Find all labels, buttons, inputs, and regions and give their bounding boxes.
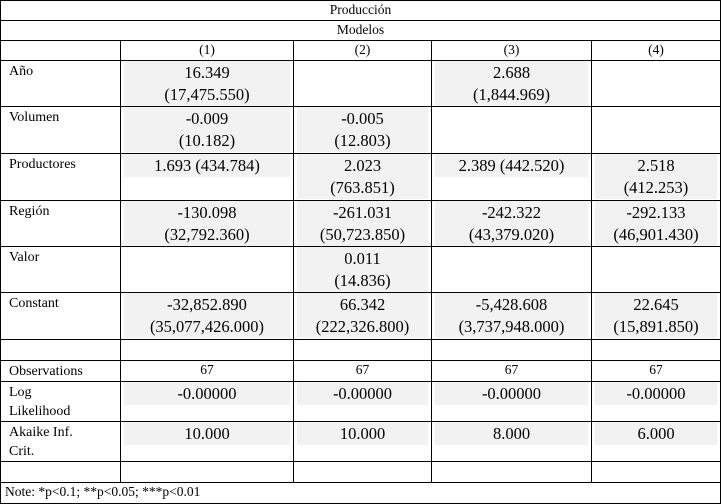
stat-value: -0.00000 <box>435 382 588 405</box>
coef-cell <box>592 154 721 201</box>
spacer-cell <box>121 340 294 361</box>
coef-estimate: 2.688 <box>492 63 531 82</box>
table-row <box>1 107 721 154</box>
coef-value-box <box>124 293 290 338</box>
coef-value-box <box>124 201 290 246</box>
table-note: Note: *p<0.1; **p<0.05; ***p<0.01 <box>1 483 721 504</box>
coef-value-box <box>595 201 717 246</box>
spacer-cell <box>432 340 592 361</box>
stat-cell <box>294 422 432 462</box>
table-row <box>1 154 721 201</box>
stat-value: 67 <box>592 361 721 382</box>
coef-cell <box>592 247 721 293</box>
coef-cell <box>294 61 432 107</box>
coef-estimate: -261.031 <box>332 203 393 222</box>
coef-std-error: (222,326.800) <box>315 317 410 336</box>
column-header-3: (3) <box>432 41 592 61</box>
coef-cell <box>294 293 432 340</box>
coef-std-error: (763.851) <box>330 178 395 197</box>
column-header-1: (1) <box>121 41 294 61</box>
coef-std-error: (43,379.020) <box>468 225 555 244</box>
stat-label-line: Log <box>9 385 32 400</box>
row-label: Productores <box>1 154 121 201</box>
stat-cell <box>294 382 432 422</box>
spacer-cell <box>294 340 432 361</box>
coef-estimate: -130.098 <box>177 203 237 222</box>
coef-std-error: (35,077,426.000) <box>149 317 265 336</box>
table-title: Producción <box>1 1 721 21</box>
coef-estimate: 2.518 <box>637 156 675 175</box>
stat-cell <box>432 382 592 422</box>
coef-value-box <box>595 293 717 338</box>
coef-value-box <box>297 107 428 152</box>
coef-cell <box>294 107 432 154</box>
coef-estimate: 66.342 <box>339 295 386 314</box>
stat-value: 8.000 <box>435 422 588 445</box>
stat-cell <box>592 422 721 462</box>
coef-std-error: (3,737,948.000) <box>458 317 565 336</box>
coef-value-box <box>435 154 588 177</box>
spacer-cell <box>1 462 121 483</box>
coef-cell <box>592 201 721 247</box>
coef-std-error: (12.803) <box>334 131 391 150</box>
coef-std-error: (412.253) <box>623 178 689 197</box>
row-label: Constant <box>1 293 121 340</box>
coef-estimate: 22.645 <box>633 295 679 314</box>
coef-cell <box>432 247 592 293</box>
coef-value-box <box>595 154 717 199</box>
coef-cell <box>432 201 592 247</box>
coef-value-box <box>297 154 428 199</box>
coef-estimate: -0.009 <box>185 109 229 128</box>
coef-value-box <box>435 293 588 338</box>
table-row <box>1 293 721 340</box>
coef-estimate: -5,428.608 <box>475 295 548 314</box>
table-row <box>1 201 721 247</box>
stat-value: 10.000 <box>124 422 290 445</box>
stat-label-line: Crit. <box>9 444 35 459</box>
column-header-4: (4) <box>592 41 721 61</box>
header-blank <box>1 41 121 61</box>
row-label: Volumen <box>1 107 121 154</box>
row-label: Valor <box>1 247 121 293</box>
coef-std-error: (50,723.850) <box>319 225 406 244</box>
spacer-cell <box>1 340 121 361</box>
coef-cell <box>592 293 721 340</box>
coefficients-table <box>0 60 721 340</box>
column-header-2: (2) <box>294 41 432 61</box>
stat-cell <box>432 422 592 462</box>
coef-std-error: (32,792.360) <box>164 225 250 244</box>
coef-estimate: -0.005 <box>341 109 384 128</box>
coef-cell <box>121 201 294 247</box>
coef-estimate: 2.023 <box>343 156 382 175</box>
stat-value: 67 <box>294 361 432 382</box>
stat-label-akaike <box>1 422 121 462</box>
coef-std-error: (10.182) <box>178 131 236 150</box>
coef-cell <box>294 154 432 201</box>
stat-label-log-likelihood <box>1 382 121 422</box>
coef-value-box <box>297 247 428 292</box>
coef-std-error: (15,891.850) <box>613 317 699 336</box>
coef-std-error: (17,475.550) <box>164 85 250 104</box>
stat-label-observations: Observations <box>1 361 121 382</box>
stat-value: 67 <box>121 361 294 382</box>
coef-std-error: (46,901.430) <box>613 225 699 244</box>
coef-cell <box>121 247 294 293</box>
stat-value: 6.000 <box>595 422 717 445</box>
coef-cell <box>432 293 592 340</box>
coef-cell <box>432 61 592 107</box>
coef-value-box <box>297 293 428 338</box>
coef-std-error: (1,844.969) <box>473 85 550 104</box>
stat-value: -0.00000 <box>297 382 428 405</box>
coef-cell <box>121 154 294 201</box>
spacer-cell <box>432 462 592 483</box>
coef-value-box <box>124 61 290 106</box>
coef-cell <box>592 107 721 154</box>
spacer-cell <box>121 462 294 483</box>
stat-cell <box>121 422 294 462</box>
spacer-cell <box>294 462 432 483</box>
coef-estimate: 16.349 <box>184 63 230 82</box>
coef-estimate: -32,852.890 <box>167 295 247 314</box>
stat-cell <box>592 382 721 422</box>
stat-value: -0.00000 <box>595 382 717 405</box>
stat-label-line: Akaike Inf. <box>9 425 73 440</box>
table-row <box>1 61 721 107</box>
coef-estimate: -292.133 <box>626 203 686 222</box>
stat-cell <box>121 382 294 422</box>
coef-value-box <box>297 201 428 246</box>
coef-estimate: 1.693 (434.784) <box>154 156 260 175</box>
spacer-cell <box>592 462 721 483</box>
coef-cell <box>432 107 592 154</box>
coef-cell <box>294 247 432 293</box>
coef-estimate: -242.322 <box>481 203 542 222</box>
regression-table <box>0 0 721 61</box>
stat-value: 10.000 <box>297 422 428 445</box>
stat-value: -0.00000 <box>124 382 290 405</box>
coef-cell <box>592 61 721 107</box>
stat-value: 67 <box>432 361 592 382</box>
coef-value-box <box>124 107 290 152</box>
coef-estimate: 2.389 (442.520) <box>458 156 565 175</box>
spacer-cell <box>592 340 721 361</box>
coef-value-box <box>435 61 588 106</box>
coef-cell <box>121 293 294 340</box>
coef-cell <box>121 61 294 107</box>
coef-value-box <box>124 154 290 177</box>
stat-label-line: Likelihood <box>9 404 71 419</box>
row-label: Año <box>1 61 121 107</box>
row-label: Región <box>1 201 121 247</box>
coef-cell <box>294 201 432 247</box>
coef-estimate: 0.011 <box>344 249 381 268</box>
table-row <box>1 247 721 293</box>
stats-table <box>0 339 721 504</box>
table-subtitle: Modelos <box>1 21 721 41</box>
coef-cell <box>121 107 294 154</box>
coef-std-error: (14.836) <box>334 271 391 290</box>
coef-value-box <box>435 201 588 246</box>
coef-cell <box>432 154 592 201</box>
